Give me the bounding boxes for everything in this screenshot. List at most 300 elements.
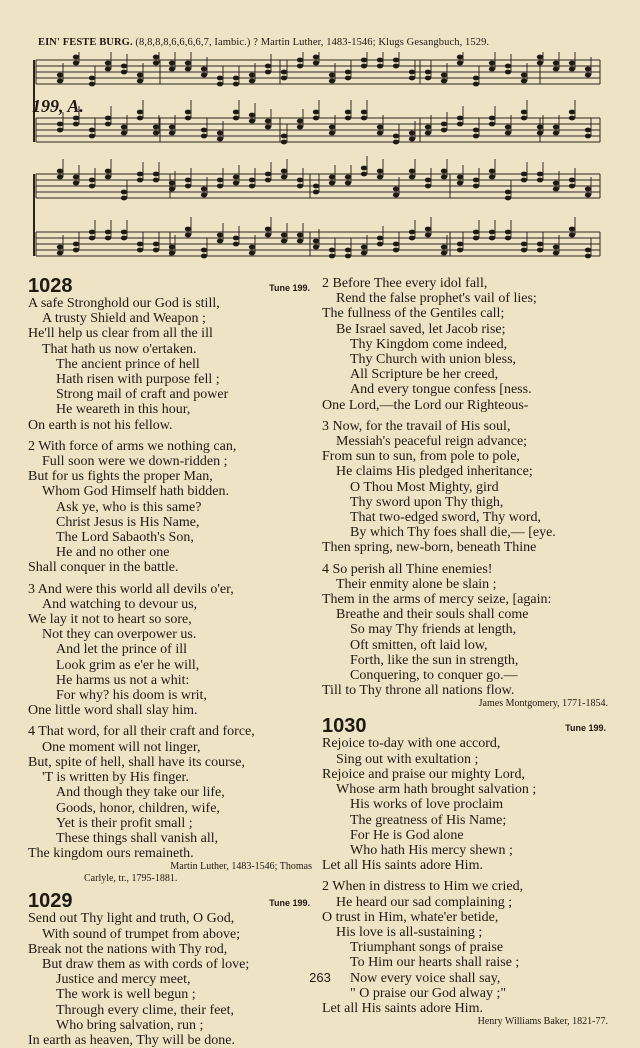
verse-line: All Scripture be her creed, [350,367,499,383]
note-head [57,128,63,133]
note-head [409,131,415,136]
note-head [489,236,495,241]
note-head [169,67,175,72]
note-head [505,70,511,75]
note-head [585,193,591,198]
hymn-number: 1029 [28,890,73,913]
note-head [89,178,95,183]
note-head [377,125,383,130]
note-head [233,175,239,180]
verse-line: Goods, honor, children, wife, [56,800,220,816]
note-head [217,184,223,189]
note-head [393,64,399,69]
note-head [409,230,415,235]
note-head [313,55,319,60]
note-head [57,175,63,180]
verse-line: O Thou Most Mighty, gird [350,479,499,495]
note-head [505,64,511,69]
note-head [441,128,447,133]
verse-line: Rend the false prophet's vail of lies; [336,291,537,307]
note-head [393,134,399,139]
note-head [457,122,463,127]
note-head [217,82,223,87]
verse-line: But, spite of hell, shall have its course, [28,754,245,770]
note-head [137,242,143,247]
note-head [185,233,191,238]
note-head [553,245,559,250]
note-head [361,245,367,250]
note-head [361,116,367,121]
note-head [409,169,415,174]
note-head [105,175,111,180]
note-head [409,137,415,142]
note-head [169,181,175,186]
note-head [505,196,511,201]
note-head [121,236,127,241]
note-head [377,236,383,241]
note-head [57,245,63,250]
note-head [169,251,175,256]
note-head [137,73,143,78]
verse-line: Messiah's peaceful reign advance; [336,434,528,450]
note-head [249,251,255,256]
verse-line: Let all His saints adore Him. [322,858,483,874]
hymn-1029-attribution: James Montgomery, 1771-1854. [478,698,608,710]
verse-line: Whose arm hath brought salvation ; [336,782,537,798]
note-head [553,61,559,66]
verse-line: To Him our hearts shall raise ; [350,955,520,971]
note-head [521,73,527,78]
hymn-1029-header [28,891,316,911]
note-head [121,64,127,69]
note-head [473,178,479,183]
tune-reference: Tune 199. [269,282,310,293]
hymn-1030-attribution: Henry Williams Baker, 1821-77. [477,1016,608,1028]
verse-line: His works of love proclaim [350,797,504,813]
tune-header [38,37,598,48]
page-number: 263 [309,970,331,985]
verse-line: 2 With force of arms we nothing can, [28,438,237,454]
note-head [233,181,239,186]
note-head [73,122,79,127]
note-head [425,184,431,189]
note-head [233,236,239,241]
note-head [345,116,351,121]
note-head [121,131,127,136]
note-head [569,233,575,238]
note-head [537,61,543,66]
note-head [297,233,303,238]
verse-line: On earth is not his fellow. [28,417,173,433]
note-head [569,116,575,121]
note-head [329,248,335,253]
note-head [297,64,303,69]
note-head [441,122,447,127]
note-head [377,175,383,180]
note-head [489,122,495,127]
note-head [233,82,239,87]
verse-line: Till to Thy throne all nations flow. [322,683,515,699]
verse-line: 3 And were this world all devils o'er, [28,581,234,597]
note-head [313,116,319,121]
note-head [329,79,335,84]
note-head [201,254,207,259]
note-head [457,116,463,121]
verse-line: Conquering, to conquer go.— [350,668,518,684]
verse-line: Then spring, new-born, beneath Thine [322,540,537,556]
note-head [185,61,191,66]
note-head [169,245,175,250]
hymn-1028-attribution-1: Martin Luther, 1483-1546; Thomas [170,861,312,873]
verse-line: Strong mail of craft and power [56,387,229,403]
note-head [137,248,143,253]
note-head [505,131,511,136]
note-head [409,175,415,180]
verse-line: Yet is their profit small ; [56,815,193,831]
note-head [345,181,351,186]
note-head [457,181,463,186]
verse-line: For why? his doom is writ, [56,688,207,704]
tune-meter: (8,8,8,8,6,6,6,6,7, Iambic.) [135,37,251,48]
verse-line: Not they can overpower us. [42,627,197,643]
note-head [185,110,191,115]
verse-line: He and no other one [56,545,170,561]
verse-line: And let the prince of ill [56,642,188,658]
verse-line: A safe Stronghold our God is still, [28,296,220,311]
note-head [153,178,159,183]
note-head [137,79,143,84]
note-head [201,128,207,133]
verse-line: One moment will not linger, [42,739,201,755]
note-head [521,79,527,84]
note-head [89,230,95,235]
note-head [569,227,575,232]
note-head [393,193,399,198]
note-head [185,178,191,183]
note-head [569,184,575,189]
note-head [409,70,415,75]
note-head [105,230,111,235]
note-head [585,248,591,253]
note-head [521,178,527,183]
note-head [185,116,191,121]
verse-line: Oft smitten, oft laid low, [350,637,488,653]
verse-line: The kingdom ours remaineth. [28,846,194,862]
verse-line: Now every voice shall say, [350,970,501,986]
note-head [585,73,591,78]
verse-line: The work is well begun ; [56,987,196,1003]
note-head [73,242,79,247]
note-head [521,242,527,247]
verse-line: But for us fights the proper Man, [28,469,213,485]
note-head [441,175,447,180]
note-head [537,172,543,177]
note-head [537,248,543,253]
verse-line: O trust in Him, whate'er betide, [322,909,499,925]
note-head [89,76,95,81]
note-head [361,58,367,63]
note-head [553,181,559,186]
verse-line: Look grim as e'er he will, [56,657,200,673]
note-head [505,236,511,241]
note-head [265,227,271,232]
verse-line: Full soon were we down-ridden ; [42,454,228,470]
note-head [313,110,319,115]
note-head [569,67,575,72]
verse-line: The ancient prince of hell [56,356,200,372]
verse-line: In earth as heaven, Thy will be done. [28,1032,235,1048]
note-head [121,125,127,130]
note-head [329,181,335,186]
note-head [345,254,351,259]
note-head [265,125,271,130]
note-head [425,233,431,238]
verse-line: Triumphant songs of praise [350,940,504,956]
note-head [361,251,367,256]
note-head [137,110,143,115]
note-head [57,251,63,256]
note-head [73,61,79,66]
note-head [281,175,287,180]
note-head [185,184,191,189]
note-head [425,131,431,136]
note-head [537,125,543,130]
note-head [329,131,335,136]
verse-line: Send out Thy light and truth, O God, [28,911,235,927]
verse-line: And though they take our life, [56,785,225,801]
note-head [121,190,127,195]
note-head [73,181,79,186]
verse-line: He harms us not a whit: [56,672,190,688]
note-head [201,134,207,139]
note-head [569,178,575,183]
note-head [169,61,175,66]
note-head [585,67,591,72]
note-head [233,116,239,121]
note-head [169,125,175,130]
verse-line: And watching to devour us, [42,596,198,612]
note-head [217,76,223,81]
note-head [377,242,383,247]
verse-line: With sound of trumpet from above; [42,926,241,942]
note-head [265,172,271,177]
note-head [105,116,111,121]
note-head [153,61,159,66]
note-head [265,233,271,238]
note-head [249,119,255,124]
verse-line: That hath us now o'ertaken. [42,341,197,357]
verse-line: Thy Kingdom come indeed, [350,336,508,352]
note-head [425,125,431,130]
note-head [537,131,543,136]
tune-title: EIN' FESTE BURG. [38,37,133,48]
note-head [457,55,463,60]
verse-line: The Lord Sabaoth's Son, [56,530,194,546]
note-head [169,187,175,192]
tune-attribution: ? Martin Luther, 1483-1546; Klugs Gesangbuch, 1529. [253,37,490,48]
verse-line: Rejoice and praise our mighty Lord, [322,766,525,782]
note-head [425,76,431,81]
verse-line: The fullness of the Gentiles call; [322,306,505,322]
note-head [217,233,223,238]
note-head [281,239,287,244]
note-head [217,178,223,183]
verse-line: Who bring salvation, run ; [56,1017,204,1033]
note-head [297,184,303,189]
note-head [153,125,159,130]
tune-number: 199, A. [32,96,84,116]
note-head [361,64,367,69]
note-head [473,230,479,235]
note-head [297,119,303,124]
verse-line: Whom God Himself hath bidden. [42,484,230,500]
verse-line: He heard our sad complaining ; [336,894,513,910]
note-head [473,128,479,133]
note-head [393,248,399,253]
note-head [521,172,527,177]
verse-line: From sun to sun, from pole to pole, [322,449,520,465]
note-head [297,239,303,244]
verse-line: His love is all-sustaining ; [336,924,483,940]
note-head [393,140,399,145]
note-head [313,245,319,250]
note-head [153,55,159,60]
note-head [505,125,511,130]
note-head [217,137,223,142]
hymn-1028-header [28,276,316,296]
note-head [409,76,415,81]
note-head [233,242,239,247]
verse-line: Who hath His mercy shewn ; [350,842,513,858]
verse-line: Hath risen with purpose fell ; [56,372,220,388]
verse-line: 2 Before Thee every idol fall, [322,276,488,291]
note-head [377,64,383,69]
note-head [233,76,239,81]
note-head [249,73,255,78]
note-head [393,242,399,247]
note-head [265,64,271,69]
note-head [201,187,207,192]
verse-line: So may Thy friends at length, [350,622,517,638]
note-head [153,248,159,253]
verse-line: " O praise our God alway ;" [350,985,507,1001]
note-head [361,110,367,115]
note-head [425,227,431,232]
note-head [553,187,559,192]
note-head [297,125,303,130]
note-head [553,251,559,256]
note-head [505,190,511,195]
verse-line: Rejoice to-day with one accord, [322,736,501,752]
note-head [249,79,255,84]
note-head [217,239,223,244]
verse-line: By which Thy foes shall die,— [eye. [350,525,556,541]
hymn-1028-attribution-2: Carlyle, tr., 1795-1881. [84,873,178,885]
note-head [105,169,111,174]
verse-line: Breathe and their souls shall come [336,607,529,623]
note-head [361,166,367,171]
note-head [233,110,239,115]
note-head [489,67,495,72]
note-head [281,76,287,81]
note-head [169,131,175,136]
note-head [153,242,159,247]
note-head [313,61,319,66]
note-head [329,254,335,259]
note-head [121,196,127,201]
note-head [345,76,351,81]
note-head [585,128,591,133]
note-head [377,58,383,63]
note-head [329,175,335,180]
verse-line: Forth, like the sun in strength, [350,652,519,668]
verse-line: Them in the arms of mercy seize, [again: [322,592,552,608]
note-head [281,233,287,238]
note-head [137,172,143,177]
note-head [537,242,543,247]
verse-line: That two-edged sword, Thy word, [350,510,542,526]
verse-line: Be Israel saved, let Jacob rise; [336,321,506,337]
note-head [73,248,79,253]
note-head [473,236,479,241]
note-head [345,175,351,180]
verse-line: And every tongue confess [ness. [350,382,532,398]
note-head [89,236,95,241]
note-head [521,248,527,253]
note-head [585,254,591,259]
note-head [105,122,111,127]
note-head [329,125,335,130]
note-head [281,134,287,139]
verse-line: Sing out with exultation ; [336,751,479,767]
note-head [457,61,463,66]
hymn-number: 1030 [322,715,367,738]
note-head [377,169,383,174]
note-head [569,61,575,66]
note-head [265,178,271,183]
note-head [217,131,223,136]
verse-line: The greatness of His Name; [350,812,507,828]
note-head [441,169,447,174]
note-head [57,73,63,78]
verse-line: 2 When in distress to Him we cried, [322,879,524,895]
note-head [201,67,207,72]
verse-line: We lay it not to heart so sore, [28,612,192,628]
note-head [185,67,191,72]
note-head [89,128,95,133]
note-head [201,248,207,253]
verse-line: 'T is written by His finger. [42,770,189,786]
note-head [73,175,79,180]
verse-line: Break not the nations with Thy rod, [28,941,228,957]
note-head [441,245,447,250]
note-head [553,125,559,130]
note-head [425,178,431,183]
note-head [249,245,255,250]
note-head [265,70,271,75]
verse-line: One Lord,—the Lord our Righteous- [322,397,529,413]
note-head [521,116,527,121]
note-head [57,79,63,84]
note-head [425,70,431,75]
verse-line: 4 That word, for all their craft and force, [28,724,255,740]
verse-line: One little word shall slay him. [28,703,198,719]
note-head [89,184,95,189]
note-head [537,55,543,60]
verse-line: Christ Jesus is His Name, [56,514,200,530]
note-head [201,73,207,78]
hymn-1029-continued-text [322,276,612,698]
